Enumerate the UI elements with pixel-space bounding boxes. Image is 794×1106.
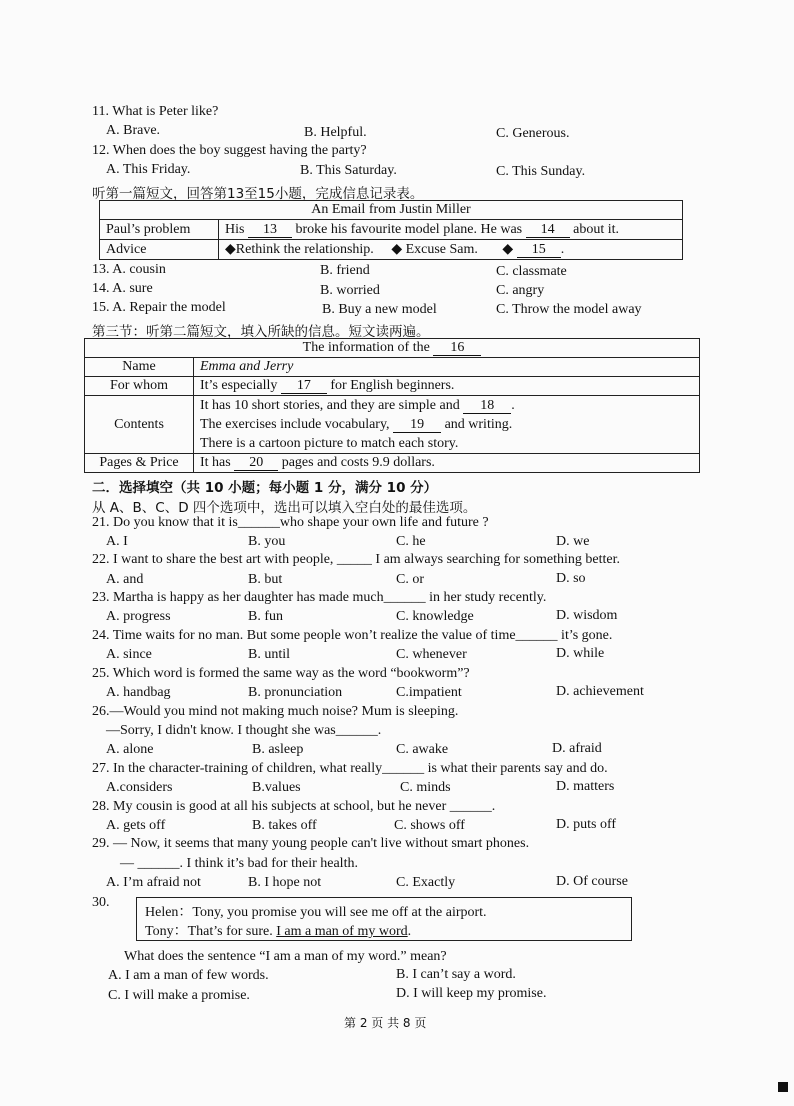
table2-name-label: Name: [85, 358, 194, 377]
advice-item-3: ◆: [502, 242, 514, 257]
q30-dialogue-box: [136, 897, 632, 941]
q29-option-c: C. Exactly: [396, 875, 456, 890]
q22-stem: 22. I want to share the best art with people, _____ I am always searching for something better.: [92, 552, 620, 567]
blank-18: 18: [463, 399, 511, 414]
q24-option-b: B. until: [248, 647, 291, 662]
q30-option-d: D. I will keep my promise.: [396, 986, 547, 1001]
q27-stem: 27. In the character-training of children, what really______ is what their parents say and do.: [92, 761, 608, 776]
q11-option-b: B. Helpful.: [304, 125, 367, 140]
q30-dialogue-line-2: [145, 920, 411, 940]
blank-14: 14: [526, 223, 570, 238]
q14-option-c: C. angry: [496, 283, 545, 298]
q23-option-b: B. fun: [248, 609, 283, 624]
q29-option-b: B. I hope not: [248, 875, 322, 890]
q29-option-a: A. I’m afraid not: [106, 875, 201, 890]
q30-underlined-phrase: I am a man of my word: [276, 924, 408, 939]
table2-price-cell: [194, 454, 700, 473]
q25-stem: 25. Which word is formed the same way as the word “bookworm”?: [92, 666, 470, 681]
table2-price-pre: It has: [200, 455, 231, 470]
q24-option-c: C. whenever: [396, 647, 467, 662]
email-info-table: [99, 200, 683, 260]
table2-name-value: Emma and Jerry: [194, 358, 700, 377]
advice-item-1: ◆Rethink the relationship.: [225, 242, 374, 257]
table2-whom-cell: [194, 377, 700, 396]
q24-option-a: A. since: [106, 647, 152, 662]
q12-option-a: A. This Friday.: [106, 162, 191, 177]
q29-stem-2: — ______. I think it’s bad for their health.: [120, 856, 358, 871]
table2-price-label: Pages & Price: [85, 454, 194, 473]
part1-instruction: 听第一篇短文，回答第13至15小题，完成信息记录表。: [92, 186, 424, 202]
table1-problem-label: Paul’s problem: [100, 220, 219, 240]
q13-option-c: C. classmate: [496, 264, 567, 279]
table2-title: [85, 339, 700, 358]
blank-15: 15: [517, 243, 561, 258]
q28-option-b: B. takes off: [252, 818, 317, 833]
q11-stem: 11. What is Peter like?: [92, 104, 219, 119]
q26-option-b: B. asleep: [252, 742, 304, 757]
q30-number: 30.: [92, 895, 110, 910]
q22-option-c: C. or: [396, 572, 424, 587]
q30-option-a: A. I am a man of few words.: [108, 968, 269, 983]
q28-option-a: A. gets off: [106, 818, 166, 833]
q14-option-a: 14. A. sure: [92, 281, 153, 296]
q23-option-c: C. knowledge: [396, 609, 474, 624]
q23-option-a: A. progress: [106, 609, 171, 624]
q21-option-c: C. he: [396, 534, 426, 549]
advice-end: .: [560, 242, 565, 257]
contents-line-1-post: .: [511, 398, 515, 413]
q30-question: What does the sentence “I am a man of my word.” mean?: [124, 949, 447, 964]
q12-option-c: C. This Sunday.: [496, 164, 586, 179]
q25-option-c: C.impatient: [396, 685, 462, 700]
q27-option-b: B.values: [252, 780, 301, 795]
table2-contents-label: Contents: [85, 396, 194, 454]
q13-option-a: 13. A. cousin: [92, 262, 166, 277]
contents-line-3: There is a cartoon picture to match each story.: [200, 436, 459, 451]
q14-option-b: B. worried: [320, 283, 380, 298]
q11-option-a: A. Brave.: [106, 123, 161, 138]
advice-item-2: ◆ Excuse Sam.: [391, 242, 478, 257]
q12-option-b: B. This Saturday.: [300, 163, 397, 178]
q15-option-b: B. Buy a new model: [322, 302, 437, 317]
table2-price-post: pages and costs 9.9 dollars.: [281, 455, 435, 470]
q15-option-a: 15. A. Repair the model: [92, 300, 226, 315]
q27-option-a: A.considers: [106, 780, 173, 795]
page-footer: 第 2 页 共 8 页: [344, 1016, 427, 1030]
table2-title-pre: The information of the: [302, 340, 430, 355]
q11-option-c: C. Generous.: [496, 126, 570, 141]
table1-problem-cell: [219, 220, 683, 240]
book-info-table: [84, 338, 700, 473]
section2-heading: 二．选择填空（共 10 小题；每小题 1 分，满分 10 分）: [92, 480, 438, 496]
q30-option-c: C. I will make a promise.: [108, 988, 250, 1003]
q22-option-d: D. so: [556, 571, 586, 586]
part3-instruction: 第三节：听第二篇短文，填入所缺的信息。短文读两遍。: [92, 324, 430, 340]
q30-dialogue-line-2-pre: Tony：That’s for sure.: [145, 924, 277, 939]
q29-stem: 29. — Now, it seems that many young people can't live without smart phones.: [92, 836, 530, 851]
q24-stem: 24. Time waits for no man. But some people won’t realize the value of time______ it’s gone.: [92, 628, 613, 643]
contents-line-2: [200, 415, 693, 434]
q30-option-b: B. I can’t say a word.: [396, 967, 516, 982]
table1-problem-mid: broke his favourite model plane. He was: [295, 221, 523, 237]
q25-option-b: B. pronunciation: [248, 685, 343, 700]
q26-stem-2: —Sorry, I didn't know. I thought she was______.: [106, 723, 382, 738]
q30-dialogue-line-1: Helen：Tony, you promise you will see me off at the airport.: [145, 905, 487, 920]
q13-option-b: B. friend: [320, 263, 370, 278]
q12-stem: 12. When does the boy suggest having the party?: [92, 143, 367, 158]
q22-option-a: A. and: [106, 572, 144, 587]
q28-option-c: C. shows off: [394, 818, 465, 833]
q23-option-d: D. wisdom: [556, 608, 618, 623]
corner-mark: [778, 1082, 788, 1092]
q26-option-c: C. awake: [396, 742, 449, 757]
contents-line-1-pre: It has 10 short stories, and they are simple and: [200, 398, 460, 413]
blank-16: 16: [433, 341, 481, 356]
q28-stem: 28. My cousin is good at all his subjects at school, but he never ______.: [92, 799, 496, 814]
q26-stem: 26.—Would you mind not making much noise? Mum is sleeping.: [92, 704, 459, 719]
q22-option-b: B. but: [248, 572, 283, 587]
q28-option-d: D. puts off: [556, 817, 617, 832]
q27-option-d: D. matters: [556, 779, 615, 794]
contents-line-2-post: and writing.: [444, 417, 513, 432]
blank-20: 20: [234, 456, 278, 471]
blank-17: 17: [281, 379, 327, 394]
table1-problem-pre: His: [225, 221, 245, 237]
q21-option-a: A. I: [106, 534, 128, 549]
blank-13: 13: [248, 223, 292, 238]
q21-option-d: D. we: [556, 534, 590, 549]
q24-option-d: D. while: [556, 646, 605, 661]
table1-problem-post: about it.: [573, 221, 619, 237]
q26-option-d: D. afraid: [552, 741, 602, 756]
q21-option-b: B. you: [248, 534, 286, 549]
q15-option-c: C. Throw the model away: [496, 302, 642, 317]
q26-option-a: A. alone: [106, 742, 154, 757]
table1-title: An Email from Justin Miller: [100, 201, 683, 220]
section2-instruction: 从 A、B、C、D 四个选项中，选出可以填入空白处的最佳选项。: [92, 500, 477, 516]
q30-dialogue-line-2-post: .: [407, 924, 412, 939]
blank-19: 19: [393, 418, 441, 433]
q21-stem: 21. Do you know that it is______who shape your own life and future ?: [92, 515, 489, 530]
q27-option-c: C. minds: [400, 780, 451, 795]
table1-advice-cell: [219, 240, 683, 260]
table2-whom-post: for English beginners.: [330, 378, 455, 393]
contents-line-2-pre: The exercises include vocabulary,: [200, 417, 390, 432]
table2-whom-label: For whom: [85, 377, 194, 396]
table1-advice-label: Advice: [100, 240, 219, 260]
contents-line-1: [200, 396, 693, 415]
q25-option-d: D. achievement: [556, 684, 644, 699]
q23-stem: 23. Martha is happy as her daughter has made much______ in her study recently.: [92, 590, 547, 605]
table2-contents-cell: [194, 396, 700, 454]
table2-whom-pre: It’s especially: [200, 378, 278, 393]
q29-option-d: D. Of course: [556, 874, 628, 889]
q25-option-a: A. handbag: [106, 685, 171, 700]
